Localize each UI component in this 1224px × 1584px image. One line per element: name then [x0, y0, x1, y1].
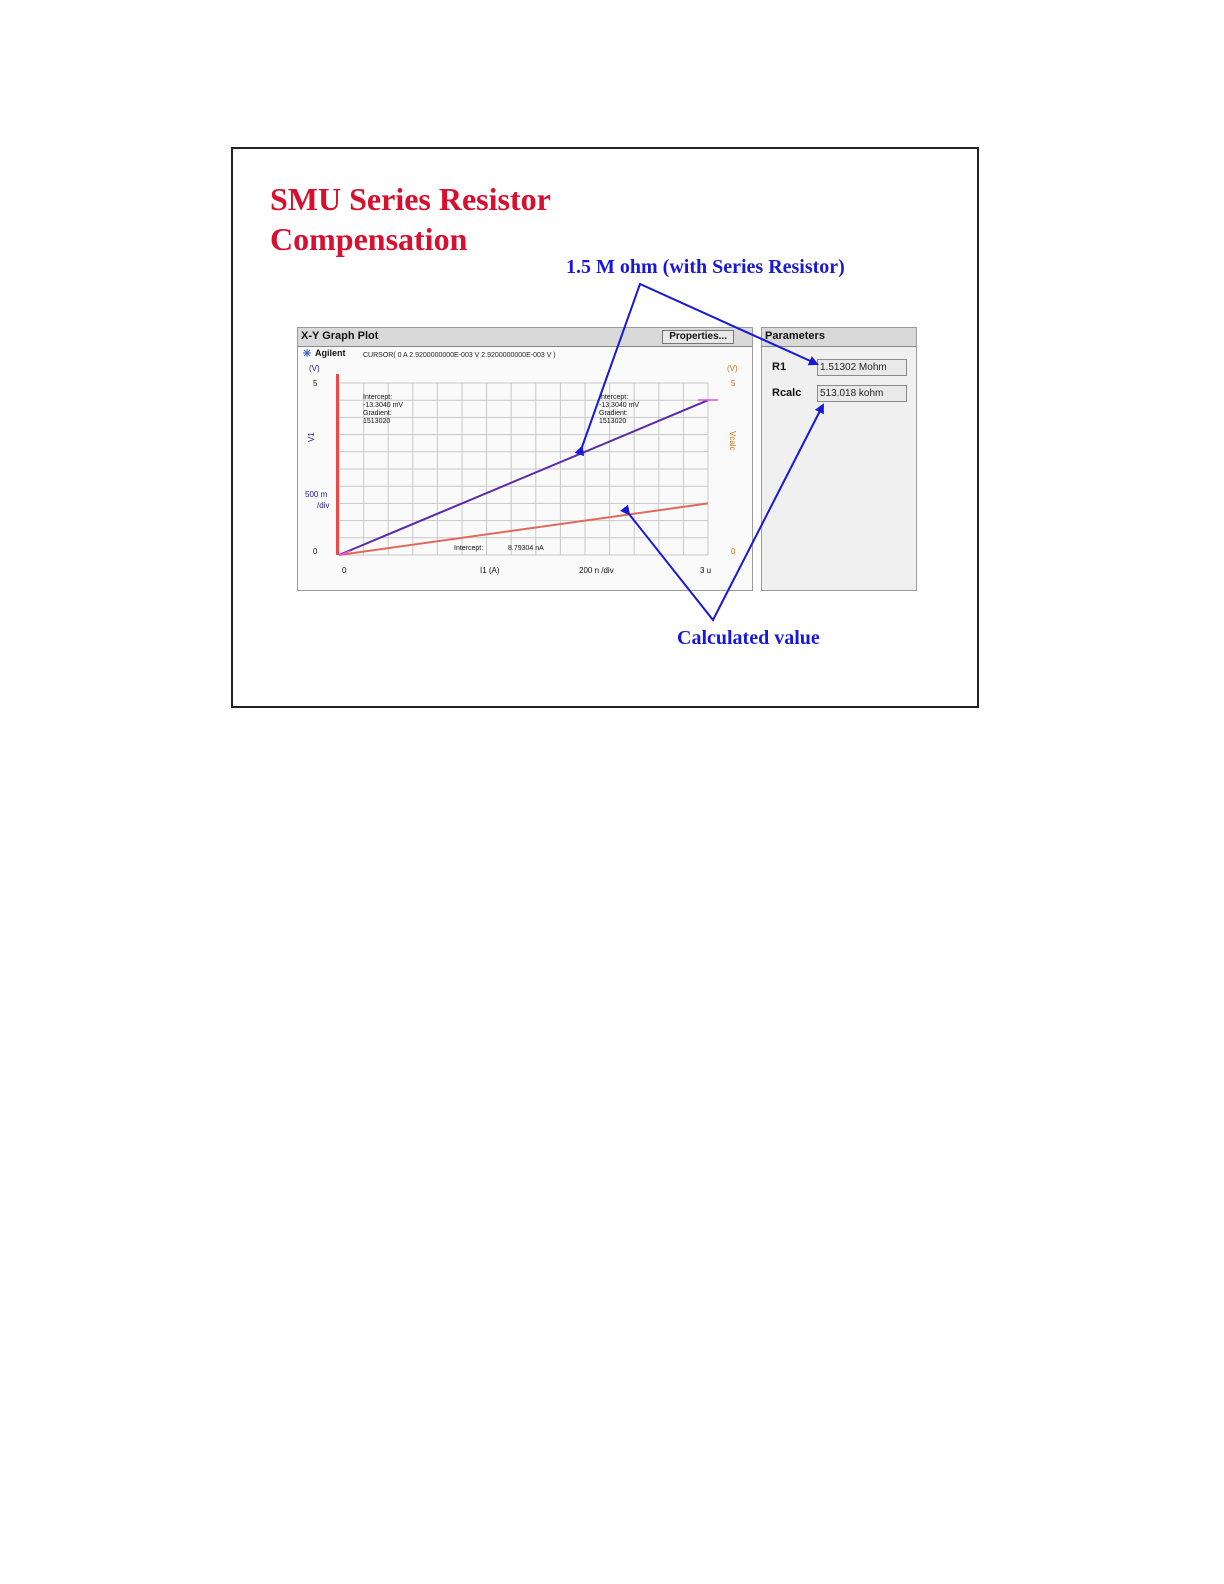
cursor-bar[interactable] — [336, 374, 339, 555]
param-rcalc-field[interactable] — [817, 385, 907, 402]
left-axis-min: 0 — [313, 547, 318, 556]
left-axis-div-value: 500 m — [305, 490, 328, 499]
right-axis-unit: (V) — [727, 364, 738, 373]
properties-button[interactable]: Properties... — [662, 330, 734, 344]
x-axis-max: 3 u — [700, 566, 712, 575]
parameters-title: Parameters — [765, 330, 825, 342]
x-axis-min: 0 — [342, 566, 347, 575]
annotation-right-line-1: Intercept: — [599, 394, 629, 401]
xy-graph-plot[interactable] — [298, 347, 752, 590]
annotation-left-line-1: Intercept: — [363, 394, 393, 401]
annotation-left-line-4: 1513020 — [363, 418, 391, 425]
x-axis-div: 200 n /div — [579, 566, 614, 575]
graph-window-header — [298, 328, 752, 347]
agilent-logo-icon — [303, 349, 311, 357]
annotation-left-line-2: -13.3040 mV — [363, 402, 404, 409]
left-axis-unit: (V) — [309, 364, 320, 373]
callout-calculated-value: Calculated value — [677, 627, 820, 649]
annotation-right-line-4: 1513020 — [599, 418, 627, 425]
annotation-bottom-label: Intercept: — [454, 545, 484, 552]
x-axis-label: I1 (A) — [480, 566, 500, 575]
right-axis-min: 0 — [731, 547, 736, 556]
slide — [231, 147, 979, 708]
param-r1-field[interactable] — [817, 359, 907, 376]
right-axis-max: 5 — [731, 379, 736, 388]
agilent-logo-text: Agilent — [315, 348, 346, 358]
left-axis-label: V1 — [307, 432, 316, 442]
graph-window-title: X-Y Graph Plot — [301, 330, 379, 342]
xy-graph-window — [297, 327, 753, 591]
param-rcalc-label: Rcalc — [772, 387, 802, 399]
parameters-panel — [761, 327, 917, 591]
annotation-left-line-3: Gradient: — [363, 410, 392, 417]
left-axis-max: 5 — [313, 379, 318, 388]
annotation-right-line-2: -13.3040 mV — [599, 402, 640, 409]
left-axis-div-unit: /div — [317, 501, 330, 510]
parameters-header — [762, 328, 916, 347]
annotation-right-line-3: Gradient: — [599, 410, 628, 417]
cursor-readout: CURSOR( 0 A 2.9200000000E-003 V 2.9200000000E-003 V ) — [363, 352, 556, 359]
param-r1-label: R1 — [772, 361, 787, 373]
right-axis-label: Vcalc — [728, 431, 737, 451]
annotation-bottom-value: 8.79304 nA — [508, 545, 544, 552]
slide-title: SMU Series Resistor Compensation — [270, 181, 551, 257]
callout-series-resistor: 1.5 M ohm (with Series Resistor) — [566, 256, 845, 278]
